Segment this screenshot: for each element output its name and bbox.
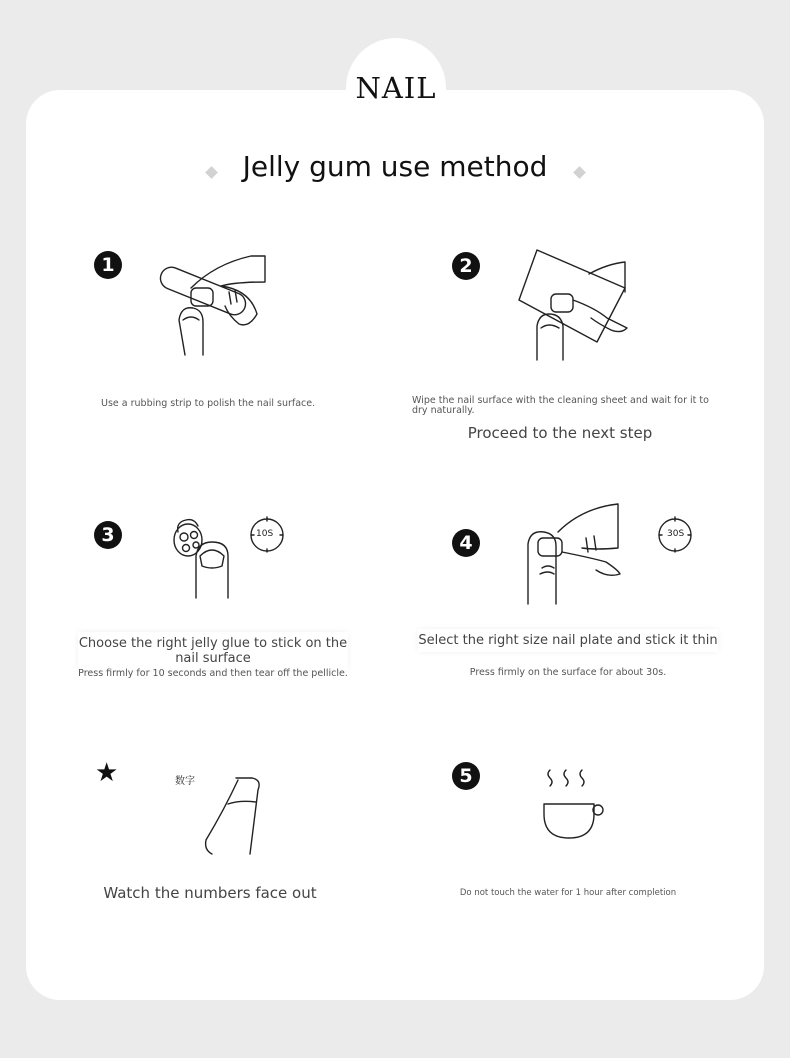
step-1-caption: Use a rubbing strip to polish the nail surface.: [101, 398, 316, 409]
polish-strip-icon: [155, 250, 275, 360]
brand-badge: [346, 38, 446, 138]
digits-label: 数字: [175, 776, 195, 787]
nail-tip-icon: [200, 770, 270, 860]
step-3-caption: Choose the right jelly glue to stick on the nail surface: [78, 632, 348, 670]
page-title: Jelly gum use method: [242, 150, 548, 183]
step-5-badge: 5: [452, 762, 480, 790]
step-5-caption: Do not touch the water for 1 hour after completion: [459, 888, 677, 898]
timer-10s-label: 10S: [256, 529, 274, 539]
star-step-caption: Watch the numbers face out: [103, 884, 317, 902]
step-2-caption: Wipe the nail surface with the cleaning sheet and wait for it to dry naturally.: [412, 395, 709, 416]
star-icon: ★: [95, 758, 119, 788]
step-2-subcaption: Proceed to the next step: [467, 424, 653, 442]
timer-30s-label: 30S: [667, 529, 685, 539]
hot-cup-icon: [540, 780, 610, 844]
step-4-badge: 4: [452, 529, 480, 557]
step-2-badge: 2: [452, 252, 480, 280]
step-3-subcaption: Press firmly for 10 seconds and then tear off the pellicle.: [78, 668, 348, 679]
jelly-glue-icon: [170, 514, 250, 604]
nail-plate-press-icon: [522, 500, 632, 610]
content-card: [26, 90, 764, 1000]
step-4-subcaption: Press firmly on the surface for about 30s.: [469, 667, 667, 678]
brand-name: NAIL: [355, 71, 437, 105]
step-4-caption: Select the right size nail plate and stick it thin: [418, 629, 718, 652]
step-1-badge: 1: [94, 251, 122, 279]
step-3-badge: 3: [94, 521, 122, 549]
cleaning-sheet-icon: [515, 248, 635, 368]
